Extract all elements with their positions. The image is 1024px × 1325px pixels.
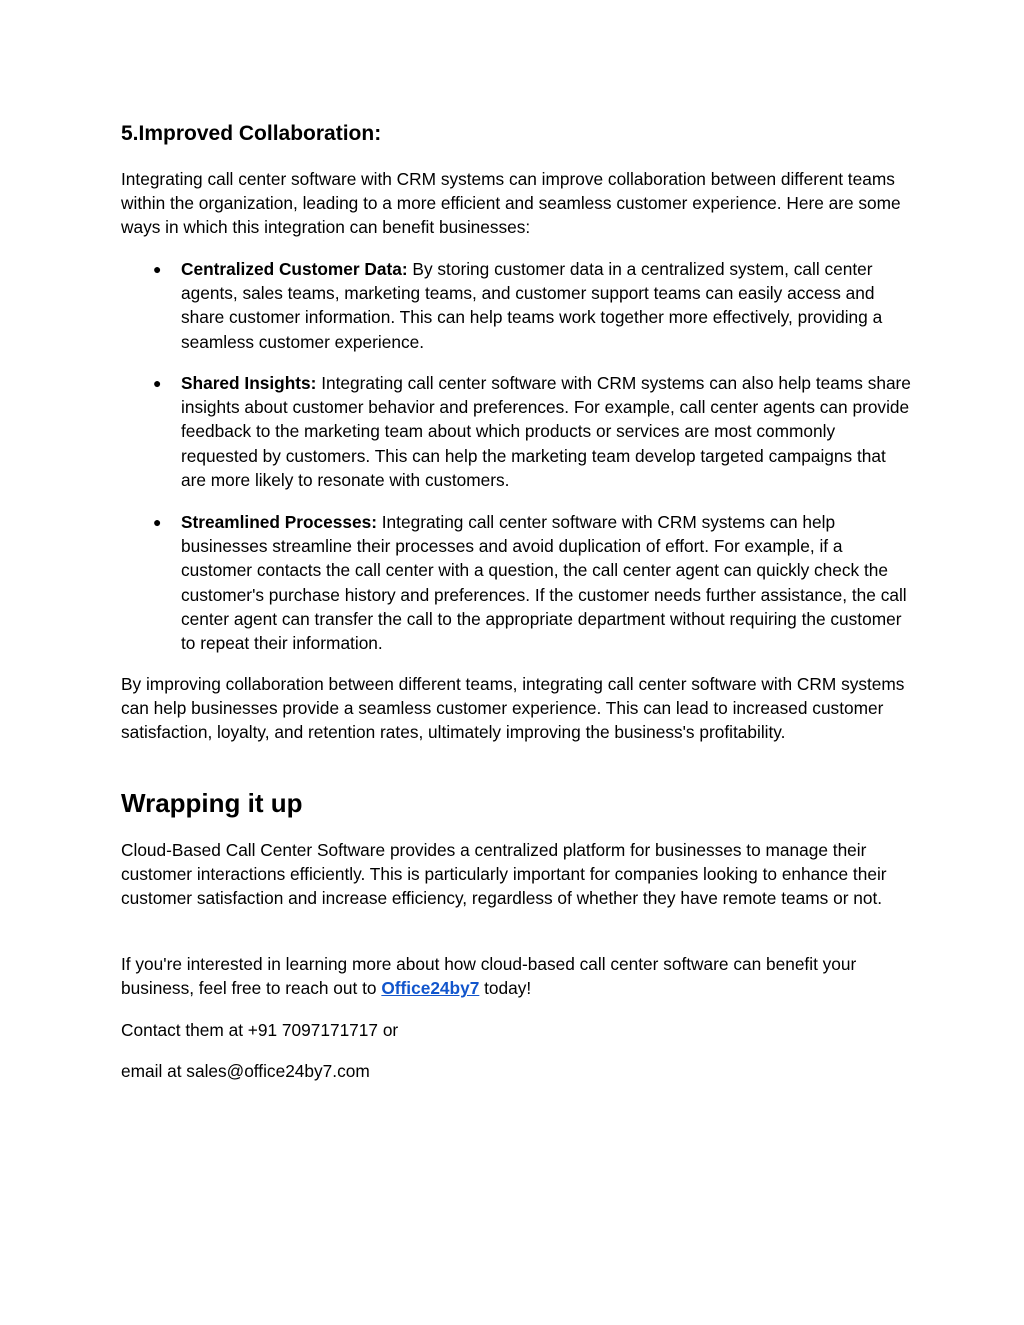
wrap-paragraph: Cloud-Based Call Center Software provides a centralized platform for businesses to manage their customer interactions efficiently. This is particularly important for companies looking to enhance their customer satisfaction and increase efficiency, regardless of whether they have remote teams or not. — [121, 840, 887, 909]
section-intro-paragraph: Integrating call center software with CRM systems can improve collaboration between different teams within the organization, leading to a more efficient and seamless customer experience. Here are some ways in which this integration can benefit businesses: — [121, 169, 901, 238]
list-item-body: Integrating call center software with CRM systems can help businesses streamline their processes and avoid duplication of effort. For example, if a customer contacts the call center with a question, the call center agent can quickly check the customer's purchase history and preferences. If the customer needs further assistance, the call center agent can transfer the call to the appropriate department without requiring the customer to repeat their information. — [181, 512, 907, 654]
office24by7-link[interactable]: Office24by7 — [381, 978, 480, 999]
contact-phone-text: Contact them at +91 7097171717 or — [121, 1020, 399, 1040]
bullet-icon: ● — [153, 375, 162, 391]
cta-text-before: If you're interested in learning more about how cloud-based call center software can benefit your business, feel free to reach out to — [121, 954, 857, 999]
list-item-text — [181, 257, 911, 354]
contact-email-text: email at sales@office24by7.com — [121, 1061, 370, 1081]
list-item-text — [181, 510, 911, 655]
bullet-icon: ● — [153, 261, 162, 277]
section-closing-paragraph: By improving collaboration between different teams, integrating call center software with CRM systems can help businesses provide a seamless customer experience. This can lead to increased customer satisfaction, loyalty, and retention rates, ultimately improving the business's profitability. — [121, 674, 905, 743]
list-item-title: Shared Insights: — [181, 373, 317, 393]
list-item-body: Integrating call center software with CRM systems can also help teams share insights about customer behavior and preferences. For example, call center agents can provide feedback to the marketing team about which products or services are most commonly requested by customers. This can help the marketing team develop targeted campaigns that are more likely to resonate with customers. — [181, 373, 911, 490]
section-heading-wrapping-up: Wrapping it up — [121, 788, 303, 818]
section-heading-improved-collaboration: 5.Improved Collaboration: — [121, 122, 382, 145]
list-item-text — [181, 371, 911, 492]
list-item-body: By storing customer data in a centralized system, call center agents, sales teams, marketing teams, and customer support teams can easily access and share customer information. This can help teams work together more effectively, providing a seamless customer experience. — [181, 259, 883, 352]
list-item-title: Streamlined Processes: — [181, 512, 377, 532]
cta-paragraph — [121, 952, 911, 1000]
cta-text-after: today! — [479, 978, 532, 999]
list-item-title: Centralized Customer Data: — [181, 259, 408, 279]
bullet-icon: ● — [153, 514, 162, 530]
